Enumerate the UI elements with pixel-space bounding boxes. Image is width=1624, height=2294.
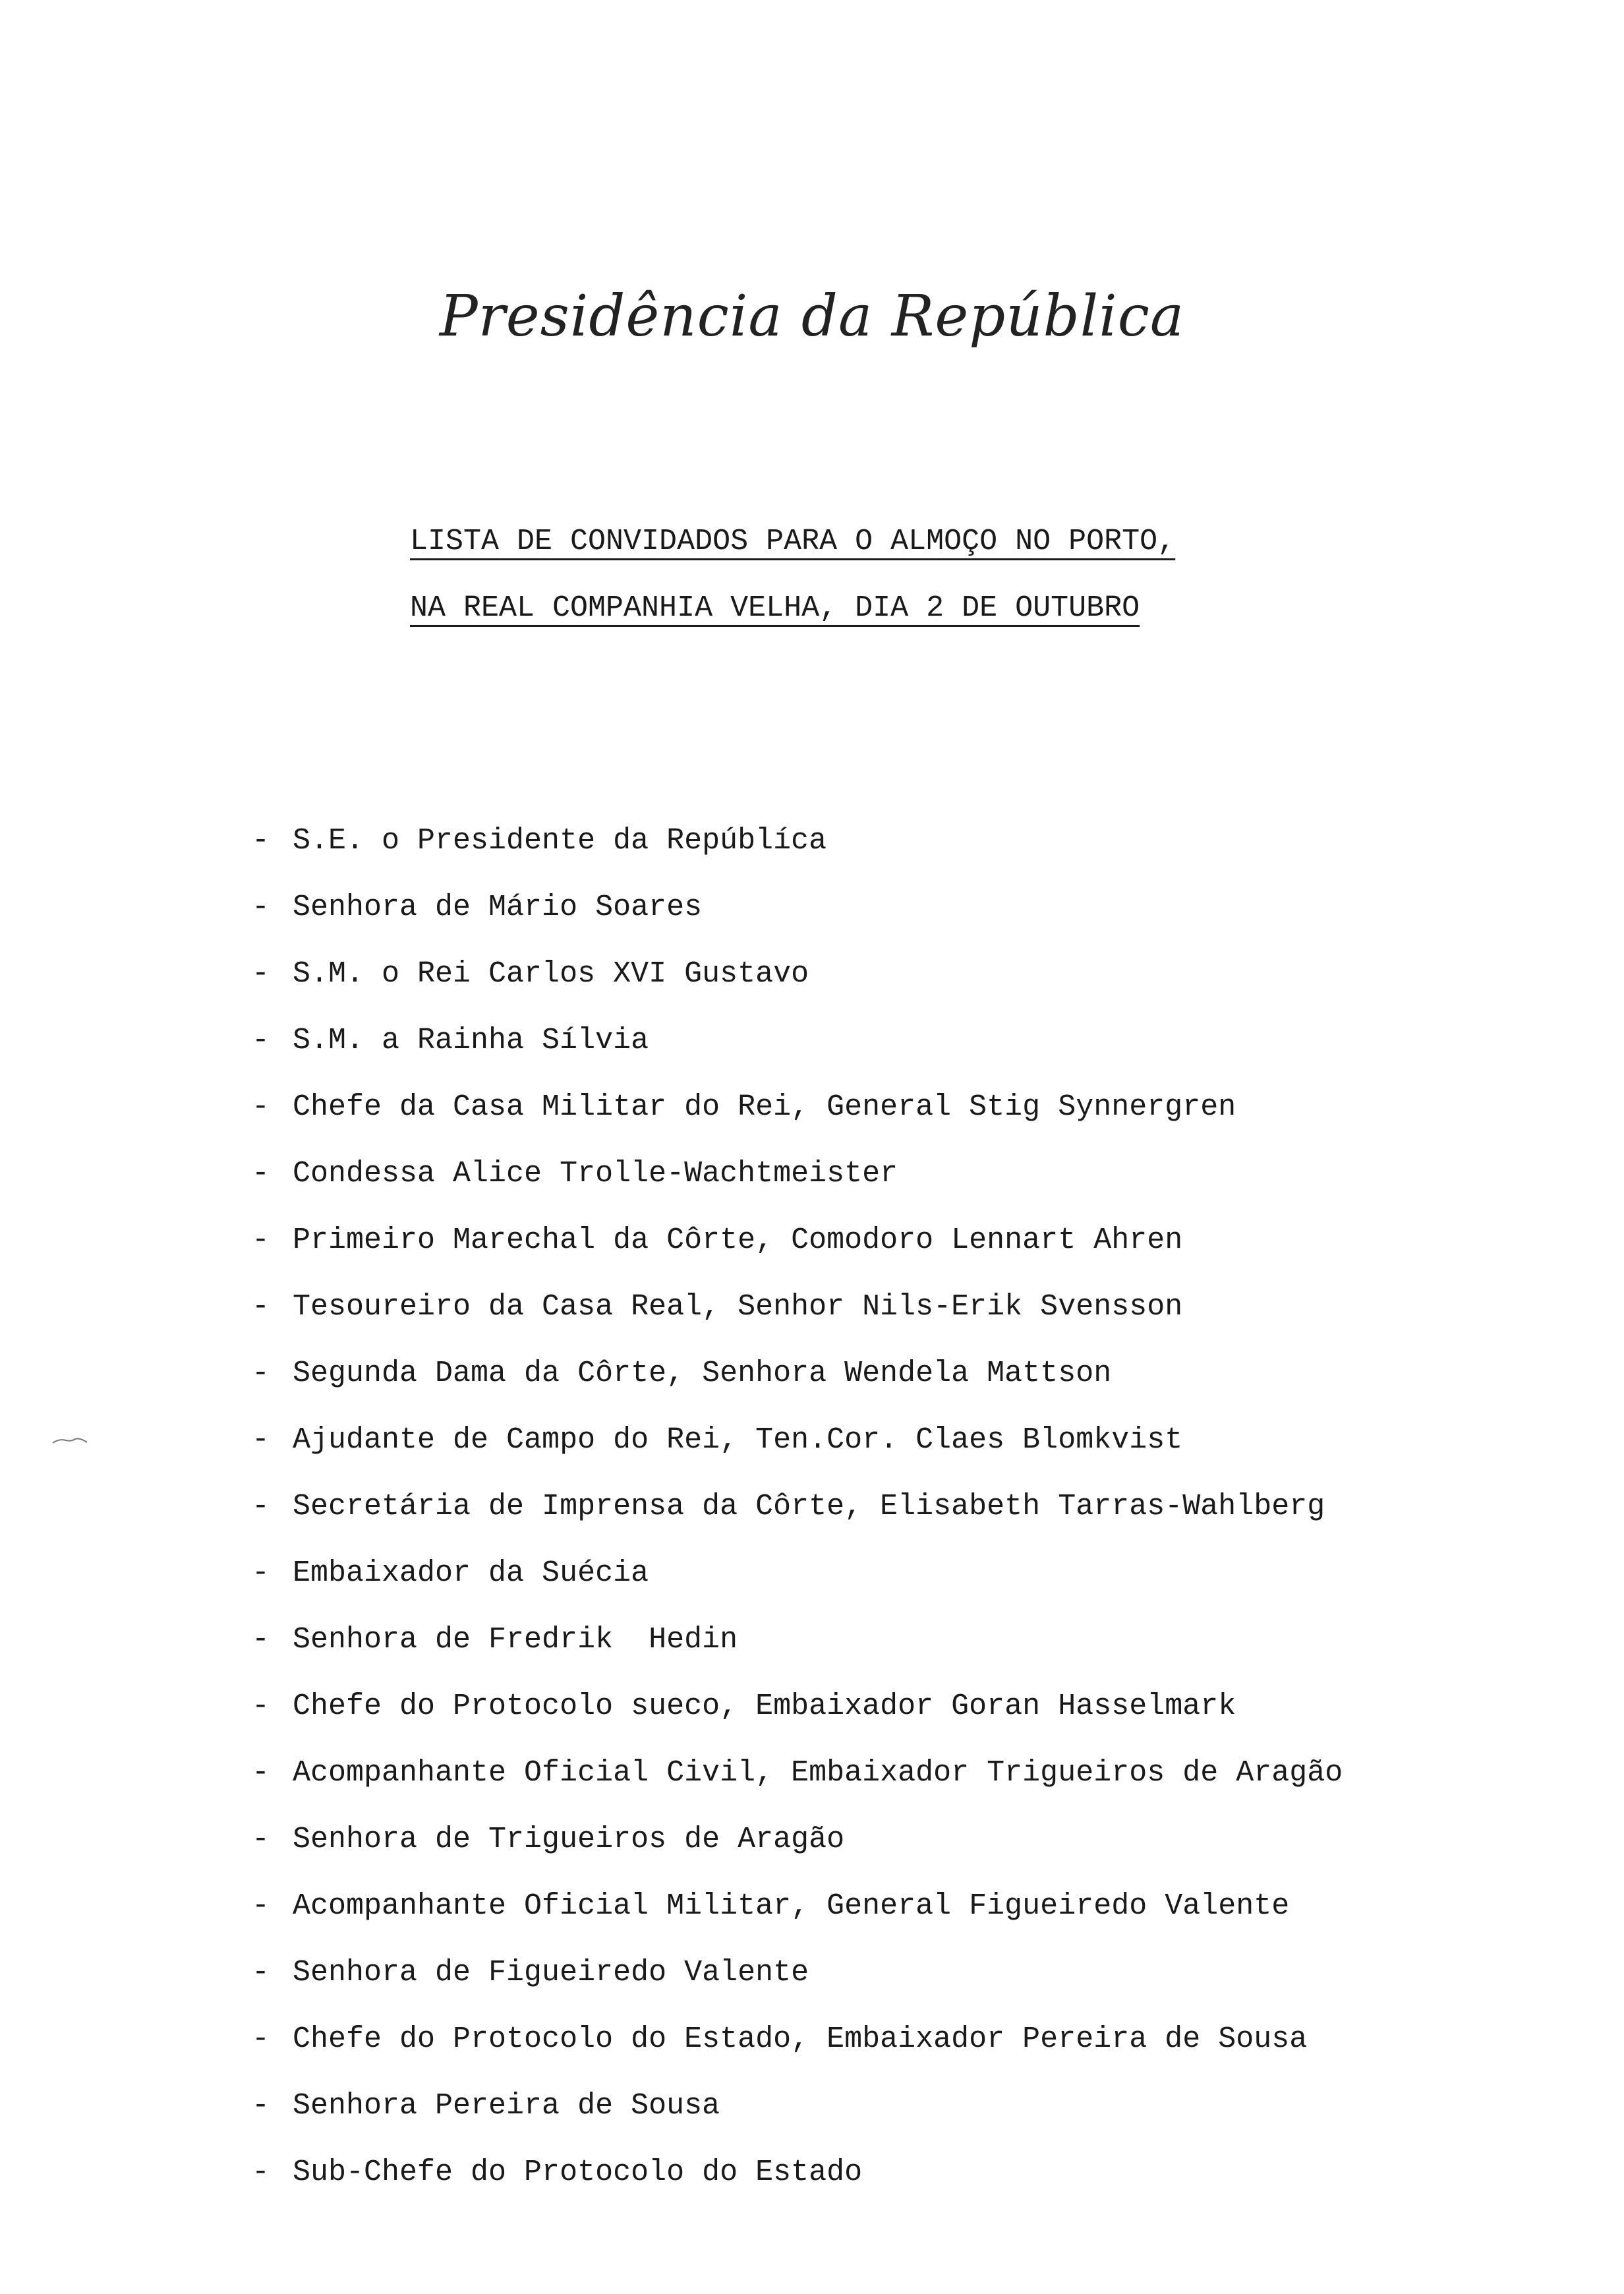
bullet-dash: - — [252, 2089, 270, 2123]
bullet-dash: - — [252, 1956, 270, 1989]
guest-name: Segunda Dama da Côrte, Senhora Wendela Mattson — [293, 1357, 1112, 1390]
list-item — [252, 1554, 1343, 1620]
list-item — [252, 1421, 1343, 1487]
list-item — [252, 1354, 1343, 1421]
bullet-dash: - — [252, 1823, 270, 1856]
bullet-dash: - — [252, 1423, 270, 1457]
list-item — [252, 1953, 1343, 2020]
bullet-dash: - — [252, 1490, 270, 1523]
guest-name: Senhora Pereira de Sousa — [293, 2089, 720, 2123]
bullet-dash: - — [252, 1290, 270, 1324]
list-item — [252, 1088, 1343, 1154]
bullet-dash: - — [252, 891, 270, 924]
guest-name: Chefe da Casa Militar do Rei, General Stig Synnergren — [293, 1090, 1236, 1124]
bullet-dash: - — [252, 2156, 270, 2189]
list-item — [252, 1620, 1343, 1687]
guest-name: Senhora de Fredrik Hedin — [293, 1623, 738, 1657]
list-item — [252, 821, 1343, 888]
bullet-dash: - — [252, 1024, 270, 1057]
list-item — [252, 1021, 1343, 1088]
guest-name: Secretária de Imprensa da Côrte, Elisabeth Tarras-Wahlberg — [293, 1490, 1325, 1523]
bullet-dash: - — [252, 1357, 270, 1390]
bullet-dash: - — [252, 1690, 270, 1723]
list-item — [252, 888, 1343, 955]
guest-name: S.E. o Presidente da Repúblíca — [293, 824, 827, 858]
bullet-dash: - — [252, 2022, 270, 2056]
guest-name: Chefe do Protocolo sueco, Embaixador Goran Hasselmark — [293, 1690, 1236, 1723]
list-item — [252, 2020, 1343, 2086]
guest-name: Ajudante de Campo do Rei, Ten.Cor. Claes Blomkvist — [293, 1423, 1183, 1457]
bullet-dash: - — [252, 1889, 270, 1923]
bullet-dash: - — [252, 957, 270, 991]
guest-name: Chefe do Protocolo do Estado, Embaixador Pereira de Sousa — [293, 2022, 1308, 2056]
title-line-2: NA REAL COMPANHIA VELHA, DIA 2 DE OUTUBRO — [410, 591, 1140, 625]
list-item — [252, 955, 1343, 1021]
guest-name: Senhora de Figueiredo Valente — [293, 1956, 809, 1989]
letterhead: Presidência da República — [439, 283, 1185, 349]
list-item — [252, 1887, 1343, 1953]
list-item — [252, 2086, 1343, 2153]
guest-name: Embaixador da Suécia — [293, 1556, 649, 1590]
list-item — [252, 2153, 1343, 2220]
bullet-dash: - — [252, 1623, 270, 1657]
bullet-dash: - — [252, 1157, 270, 1191]
bullet-dash: - — [252, 1756, 270, 1790]
guest-name: Acompanhante Oficial Militar, General Figueiredo Valente — [293, 1889, 1290, 1923]
bullet-dash: - — [252, 1090, 270, 1124]
list-item — [252, 1154, 1343, 1221]
guest-name: Senhora de Trigueiros de Aragão — [293, 1823, 845, 1856]
bullet-dash: - — [252, 824, 270, 858]
guest-name: Senhora de Mário Soares — [293, 891, 703, 924]
list-item — [252, 1820, 1343, 1887]
guest-name: Condessa Alice Trolle-Wachtmeister — [293, 1157, 898, 1191]
list-item — [252, 1487, 1343, 1554]
guest-name: Tesoureiro da Casa Real, Senhor Nils-Erik Svensson — [293, 1290, 1183, 1324]
bullet-dash: - — [252, 1556, 270, 1590]
list-item — [252, 1287, 1343, 1354]
bullet-dash: - — [252, 1223, 270, 1257]
guest-name: Primeiro Marechal da Côrte, Comodoro Lennart Ahren — [293, 1223, 1183, 1257]
list-item — [252, 1221, 1343, 1287]
guest-name: S.M. a Rainha Sílvia — [293, 1024, 649, 1057]
guest-name: Sub-Chefe do Protocolo do Estado — [293, 2156, 863, 2189]
list-item — [252, 1753, 1343, 1820]
guest-name: S.M. o Rei Carlos XVI Gustavo — [293, 957, 809, 991]
margin-scribble-mark — [51, 1436, 88, 1445]
guest-list — [252, 821, 1343, 2220]
title-line-1: LISTA DE CONVIDADOS PARA O ALMOÇO NO PORTO, — [410, 525, 1176, 558]
guest-name: Acompanhante Oficial Civil, Embaixador Trigueiros de Aragão — [293, 1756, 1343, 1790]
list-item — [252, 1687, 1343, 1753]
